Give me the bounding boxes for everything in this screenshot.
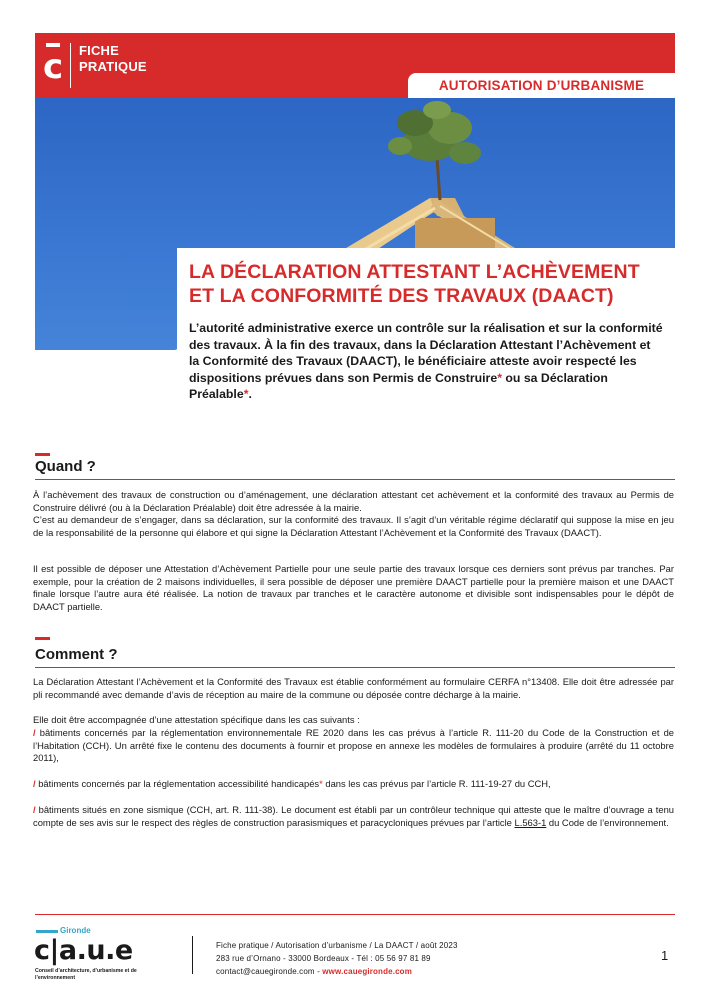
fiche-pratique-label: FICHE PRATIQUE	[79, 43, 147, 74]
page-title: LA DÉCLARATION ATTESTANT L’ACHÈVEMENT ET LA CONFORMITÉ DES TRAVAUX (DAACT)	[189, 261, 640, 307]
list-item: / bâtiments concernés par la réglementation environnementale RE 2020 dans les cas prévus à l’article R. 111-20 du Code de la Construction et de l’Habitation (CCH). Un arrêté fixe le contenu des documents à fournir et propose en annexe les modèles de formulaires à produire (arrêté du 11 octobre 2011),	[33, 727, 674, 764]
caue-c-logo-icon: c	[43, 43, 65, 89]
article-link[interactable]: L.563-1	[514, 816, 547, 828]
category-tab	[408, 73, 675, 98]
comment-paragraph-1: La Déclaration Attestant l’Achèvement et la Conformité des Travaux est établie conformément au formulaire CERFA n°13408. Elle doit être adressée par pli recommandé avec demande d’avis de réception au maire de la commune ou déposée contre décharge à la mairie.	[33, 676, 674, 700]
section-marker	[35, 453, 50, 456]
website-link[interactable]: www.cauegironde.com	[322, 967, 412, 976]
category-label: AUTORISATION D’URBANISME	[438, 78, 645, 93]
section-marker	[35, 637, 50, 640]
section-divider	[35, 667, 675, 668]
list-item: / bâtiments concernés par la réglementation accessibilité handicapés* dans les cas prévus par l’article R. 111-19-27 du CCH,	[33, 778, 551, 789]
section-heading-quand: Quand ?	[35, 458, 96, 475]
quand-paragraph-2: C’est au demandeur de s’engager, dans sa déclaration, sur la conformité des travaux. Il s’agit d’un véritable régime déclaratif qui suppose la mise en jeu de la responsabilité de la personne qui élabore et qui signe la Déclaration Attestant l’Achèvement et la Conformité des Travaux (DAACT).	[33, 514, 674, 538]
intro-paragraph: L’autorité administrative exerce un contrôle sur la réalisation et sur la conformité des travaux. À la fin des travaux, dans la Déclaration Attestant l’Achèvement et la Conformité des Travaux (DAACT), le bénéficiaire atteste avoir respecté les dispositions prévues dans son Permis de Construire* ou sa Déclaration Préalable*.	[189, 321, 663, 401]
region-marker	[36, 930, 58, 933]
caue-logo: c|a.u.e	[34, 935, 133, 966]
section-heading-comment: Comment ?	[35, 646, 118, 663]
footer-divider	[35, 914, 675, 915]
header-bar	[35, 33, 675, 98]
title-box	[177, 248, 675, 430]
footer-separator	[192, 936, 193, 974]
logo-separator	[70, 43, 71, 88]
list-item: / bâtiments situés en zone sismique (CCH, art. R. 111-38). Le document est établi par un contrôleur technique qui atteste que le maître d’ouvrage a tenu compte de ses avis sur le respect des règles de construction parasismiques et paracycloniques prévues par l’article L.563-1 du Code de l’environnement.	[33, 804, 674, 828]
footer-info: Fiche pratique / Autorisation d’urbanisme / La DAACT / août 2023 283 rue d’Ornano - 33000 Bordeaux - Tél : 05 56 97 81 89 contact@cauegironde.com - www.cauegironde.com	[216, 941, 458, 976]
quand-paragraph-3: Il est possible de déposer une Attestation d’Achèvement Partielle pour une seule partie des travaux lorsque ces derniers sont prévus par tranches. Par exemple, pour la création de 2 maisons individuelles, il sera possible de déposer une première DAACT partielle pour la première maison et une DAACT finale lorsque l’autre aura été réalisée. La notion de travaux par tranches et le caractère autonome et divisible sont indispensables pour le dépôt de DAACT partielle.	[33, 563, 674, 612]
region-label: Gironde	[60, 926, 91, 935]
page-number: 1	[661, 948, 669, 963]
comment-paragraph-2: Elle doit être accompagnée d’une attestation spécifique dans les cas suivants :	[33, 714, 360, 725]
quand-paragraph-1: À l’achèvement des travaux de construction ou d’aménagement, une déclaration attestant cet achèvement et la conformité des travaux au Permis de Construire délivré (ou à la Déclaration Préalable) doit être adressée à la mairie.	[33, 489, 674, 513]
caue-logo-subtitle: Conseil d’architecture, d’urbanisme et de l’environnement	[35, 968, 137, 981]
section-divider	[35, 479, 675, 480]
